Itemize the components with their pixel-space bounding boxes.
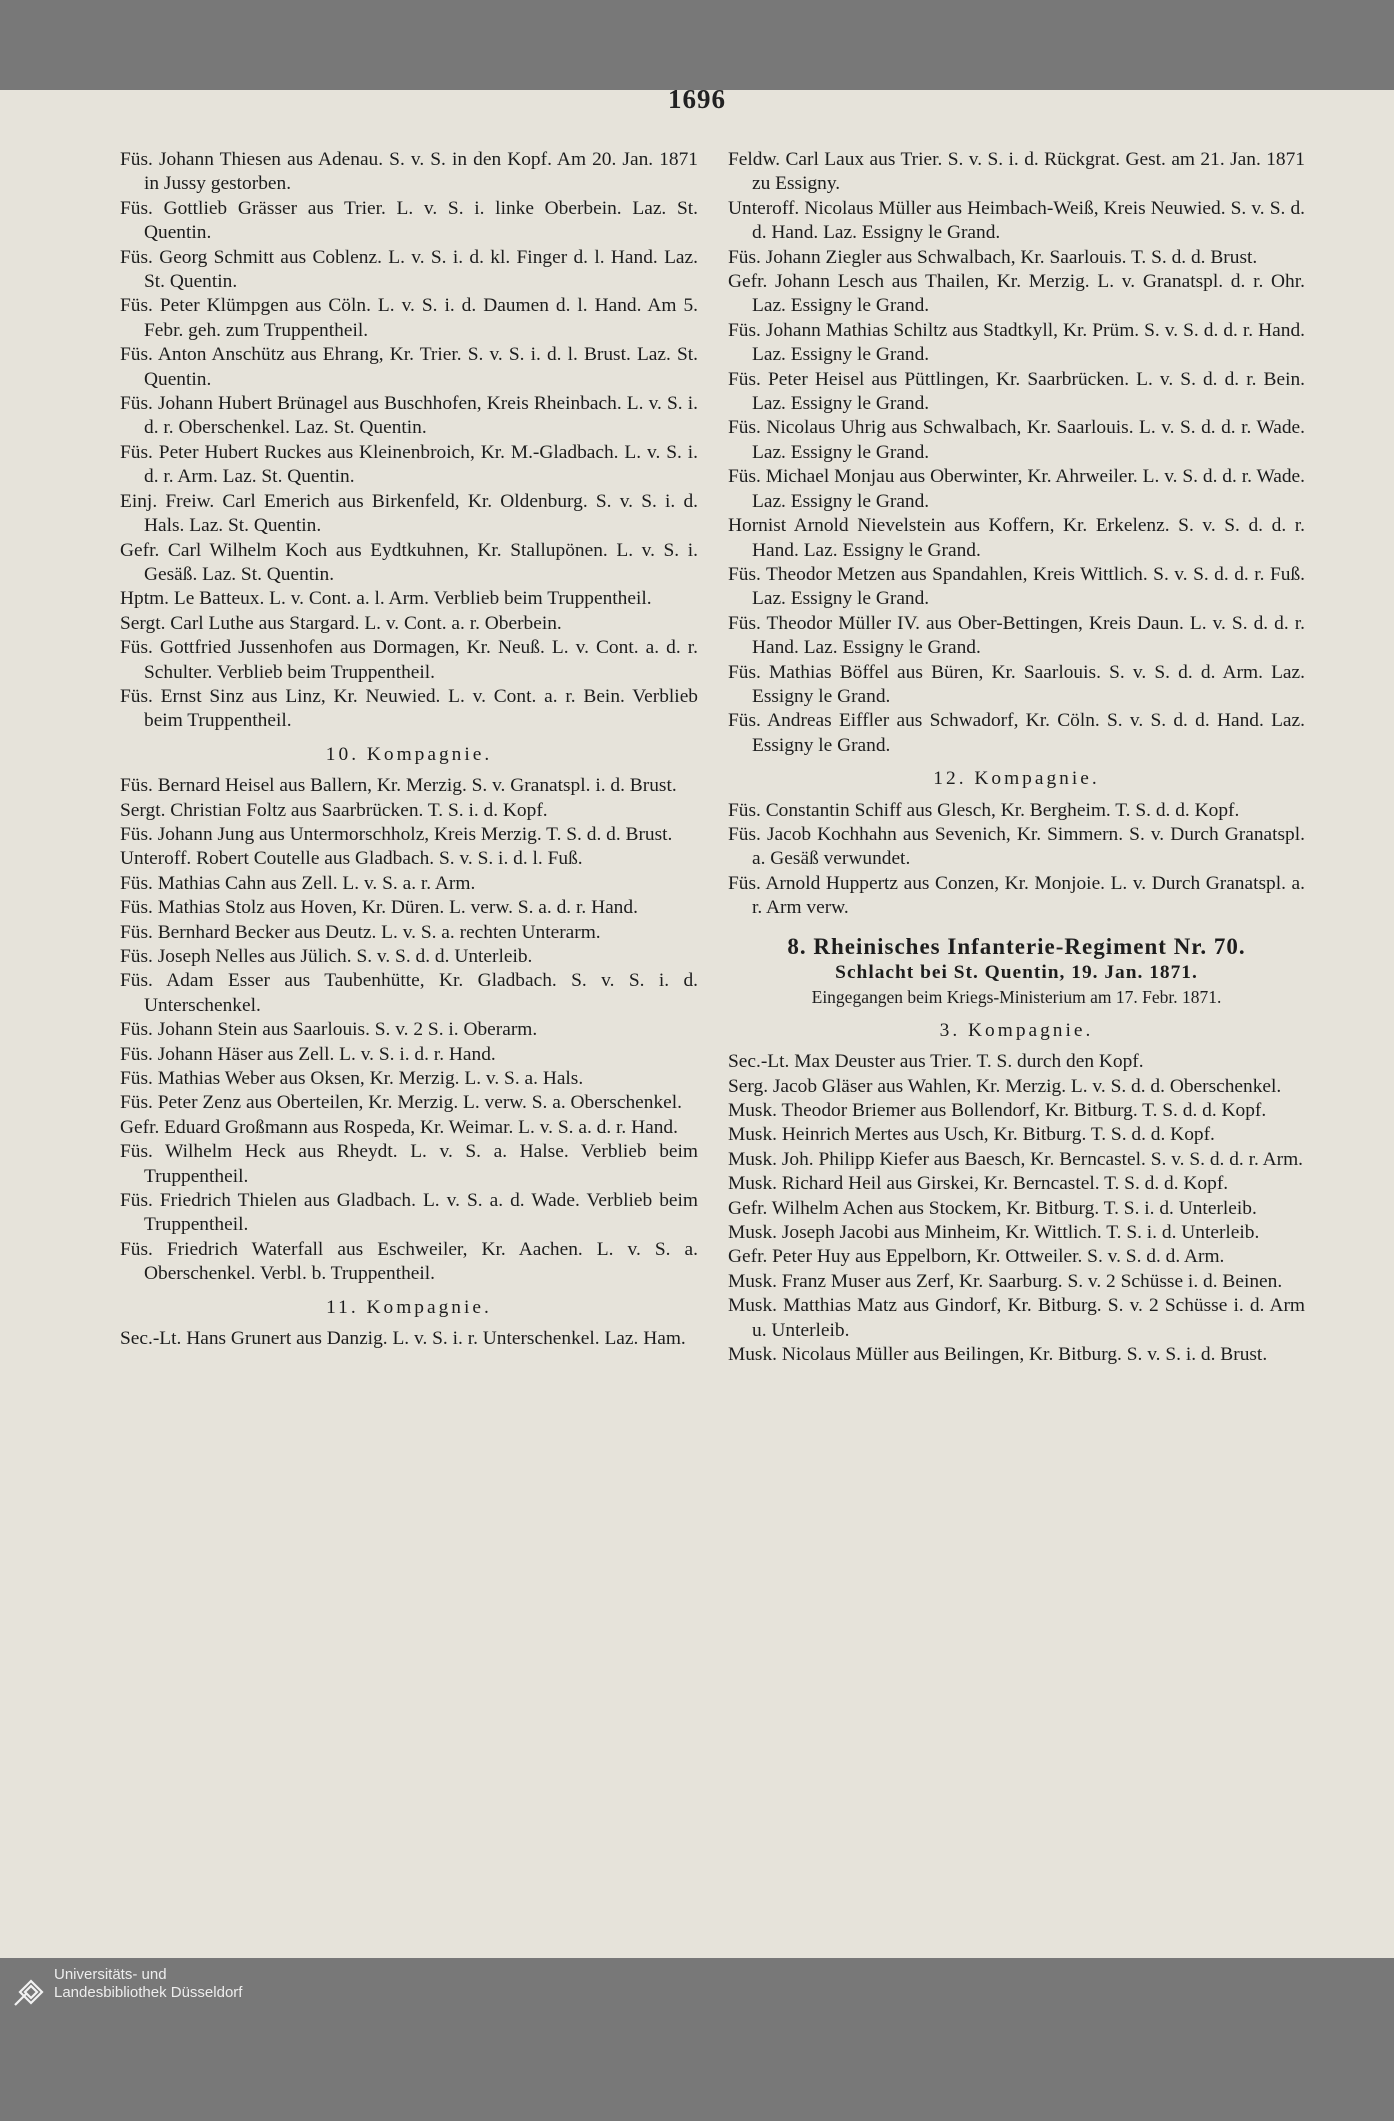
casualty-entry: Füs. Johann Thiesen aus Adenau. S. v. S. in den Kopf. Am 20. Jan. 1871 in Jussy gestorben. xyxy=(120,149,698,195)
library-name-line2: Landesbibliothek Düsseldorf xyxy=(54,1984,243,2001)
casualty-entry: Füs. Peter Heisel aus Püttlingen, Kr. Saarbrücken. L. v. S. d. d. r. Bein. Laz. Essigny le Grand. xyxy=(728,368,1305,415)
casualty-entry: Füs. Arnold Huppertz aus Conzen, Kr. Monjoie. L. v. Durch Granatspl. a. r. Arm verw. xyxy=(728,872,1305,919)
casualty-entry: Musk. Franz Muser aus Zerf, Kr. Saarburg. S. v. 2 Schüsse i. d. Beinen. xyxy=(728,1270,1283,1292)
library-name-line1: Universitäts- und xyxy=(54,1966,167,1983)
casualty-entry: Füs. Bernard Heisel aus Ballern, Kr. Merzig. S. v. Granatspl. i. d. Brust. xyxy=(120,775,677,797)
casualty-entry: Serg. Jacob Gläser aus Wahlen, Kr. Merzig. L. v. S. d. d. Oberschenkel. xyxy=(728,1075,1282,1097)
casualty-entry: Sergt. Carl Luthe aus Stargard. L. v. Cont. a. r. Oberbein. xyxy=(120,612,562,634)
casualty-entry: Füs. Ernst Sinz aus Linz, Kr. Neuwied. L. v. Cont. a. r. Bein. Verblieb beim Truppentheil. xyxy=(120,685,698,732)
casualty-entry: Füs. Theodor Metzen aus Spandahlen, Kreis Wittlich. S. v. S. d. d. r. Fuß. Laz. Essigny le Grand. xyxy=(728,563,1305,610)
casualty-entry: Musk. Richard Heil aus Girskei, Kr. Berncastel. T. S. d. d. Kopf. xyxy=(728,1173,1229,1195)
casualty-entry: Füs. Wilhelm Heck aus Rheydt. L. v. S. a. Halse. Verblieb beim Truppentheil. xyxy=(120,1141,698,1187)
casualty-entry: Füs. Friedrich Thielen aus Gladbach. L. v. S. a. d. Wade. Verblieb beim Truppentheil. xyxy=(120,1190,698,1236)
casualty-entry: Sec.-Lt. Hans Grunert aus Danzig. L. v. S. i. r. Unterschenkel. Laz. Ham. xyxy=(120,1328,686,1350)
right-column xyxy=(728,148,1305,1368)
casualty-entry: Feldw. Carl Laux aus Trier. S. v. S. i. d. Rückgrat. Gest. am 21. Jan. 1871 zu Essigny. xyxy=(728,149,1305,195)
library-credit xyxy=(54,1966,242,2002)
casualty-entry: Gefr. Peter Huy aus Eppelborn, Kr. Ottweiler. S. v. S. d. d. Arm. xyxy=(728,1246,1225,1268)
casualty-entry: Füs. Peter Klümpgen aus Cöln. L. v. S. i. d. Daumen d. l. Hand. Am 5. Febr. geh. zum Truppentheil. xyxy=(120,295,698,341)
casualty-entry: Füs. Peter Hubert Ruckes aus Kleinenbroich, Kr. M.-Gladbach. L. v. S. i. d. r. Arm. Laz. St. Quentin. xyxy=(120,441,698,488)
casualty-entry: Unteroff. Robert Coutelle aus Gladbach. S. v. S. i. d. l. Fuß. xyxy=(120,848,583,870)
casualty-entry: Füs. Nicolaus Uhrig aus Schwalbach, Kr. Saarlouis. L. v. S. d. d. r. Wade. Laz. Essigny le Grand. xyxy=(728,417,1305,463)
casualty-entry: Füs. Johann Mathias Schiltz aus Stadtkyll, Kr. Prüm. S. v. S. d. d. r. Hand. Laz. Essigny le Grand. xyxy=(728,319,1305,366)
casualty-entry: Musk. Joh. Philipp Kiefer aus Baesch, Kr. Berncastel. S. v. S. d. d. r. Arm. xyxy=(728,1148,1304,1170)
casualty-entry: Füs. Johann Jung aus Untermorschholz, Kreis Merzig. T. S. d. d. Brust. xyxy=(120,823,673,845)
casualty-entry: Füs. Anton Anschütz aus Ehrang, Kr. Trier. S. v. S. i. d. l. Brust. Laz. St. Quentin. xyxy=(120,344,698,390)
received-note: Eingegangen beim Kriegs-Ministerium am 17. Febr. 1871. xyxy=(811,987,1222,1008)
casualty-entry: Füs. Joseph Nelles aus Jülich. S. v. S. d. d. Unterleib. xyxy=(120,946,533,967)
casualty-entry: Füs. Johann Stein aus Saarlouis. S. v. 2 S. i. Oberarm. xyxy=(120,1019,538,1041)
company-heading: 10. Kompagnie. xyxy=(325,743,493,765)
casualty-entry: Füs. Mathias Weber aus Oksen, Kr. Merzig. L. v. S. a. Hals. xyxy=(120,1068,584,1090)
casualty-entry: Hptm. Le Batteux. L. v. Cont. a. l. Arm. Verblieb beim Truppentheil. xyxy=(120,588,652,610)
company-heading: 11. Kompagnie. xyxy=(326,1296,492,1318)
casualty-entry: Füs. Gottfried Jussenhofen aus Dormagen, Kr. Neuß. L. v. Cont. a. d. r. Schulter. Verblieb beim Truppentheil. xyxy=(120,637,698,683)
casualty-entry: Füs. Theodor Müller IV. aus Ober-Bettingen, Kreis Daun. L. v. S. d. d. r. Hand. Laz. Essigny le Grand. xyxy=(728,612,1305,659)
company-heading: 12. Kompagnie. xyxy=(933,768,1100,790)
casualty-entry: Sec.-Lt. Max Deuster aus Trier. T. S. durch den Kopf. xyxy=(728,1051,1144,1073)
casualty-entry: Hornist Arnold Nievelstein aus Koffern, Kr. Erkelenz. S. v. S. d. d. r. Hand. Laz. Essigny le Grand. xyxy=(728,515,1305,561)
casualty-entry: Füs. Johann Hubert Brünagel aus Buschhofen, Kreis Rheinbach. L. v. S. i. d. r. Oberschenkel. Laz. St. Quentin. xyxy=(120,393,698,439)
casualty-entry: Füs. Johann Häser aus Zell. L. v. S. i. d. r. Hand. xyxy=(120,1043,496,1065)
casualty-entry: Füs. Mathias Cahn aus Zell. L. v. S. a. r. Arm. xyxy=(120,872,476,894)
casualty-entry: Füs. Constantin Schiff aus Glesch, Kr. Bergheim. T. S. d. d. Kopf. xyxy=(728,799,1240,821)
casualty-entry: Füs. Andreas Eiffler aus Schwadorf, Kr. Cöln. S. v. S. d. d. Hand. Laz. Essigny le Grand. xyxy=(728,710,1305,756)
casualty-entry: Füs. Johann Ziegler aus Schwalbach, Kr. Saarlouis. T. S. d. d. Brust. xyxy=(728,246,1258,268)
casualty-entry: Gefr. Wilhelm Achen aus Stockem, Kr. Bitburg. T. S. i. d. Unterleib. xyxy=(728,1197,1257,1219)
casualty-entry: Musk. Theodor Briemer aus Bollendorf, Kr. Bitburg. T. S. d. d. Kopf. xyxy=(728,1100,1267,1122)
casualty-entry: Füs. Adam Esser aus Taubenhütte, Kr. Gladbach. S. v. S. i. d. Unterschenkel. xyxy=(120,970,698,1016)
casualty-entry: Füs. Peter Zenz aus Oberteilen, Kr. Merzig. L. verw. S. a. Oberschenkel. xyxy=(120,1092,682,1114)
casualty-entry: Füs. Gottlieb Grässer aus Trier. L. v. S. i. linke Oberbein. Laz. St. Quentin. xyxy=(120,197,698,244)
casualty-entry: Musk. Heinrich Mertes aus Usch, Kr. Bitburg. T. S. d. d. Kopf. xyxy=(728,1124,1215,1146)
battle-subheading: Schlacht bei St. Quentin, 19. Jan. 1871. xyxy=(835,962,1198,983)
left-column xyxy=(120,148,698,1352)
casualty-entry: Sergt. Christian Foltz aus Saarbrücken. T. S. i. d. Kopf. xyxy=(120,799,548,821)
casualty-entry: Gefr. Eduard Großmann aus Rospeda, Kr. Weimar. L. v. S. a. d. r. Hand. xyxy=(120,1116,678,1138)
casualty-entry: Füs. Bernhard Becker aus Deutz. L. v. S. a. rechten Unterarm. xyxy=(120,921,601,943)
casualty-entry: Musk. Matthias Matz aus Gindorf, Kr. Bitburg. S. v. 2 Schüsse i. d. Arm u. Unterleib. xyxy=(728,1295,1305,1341)
casualty-entry: Füs. Jacob Kochhahn aus Sevenich, Kr. Simmern. S. v. Durch Granatspl. a. Gesäß verwundet. xyxy=(728,823,1305,870)
casualty-entry: Füs. Friedrich Waterfall aus Eschweiler, Kr. Aachen. L. v. S. a. Oberschenkel. Verbl. b. Truppentheil. xyxy=(120,1238,698,1285)
company-heading: 3. Kompagnie. xyxy=(939,1019,1094,1041)
ulb-duesseldorf-logo-icon xyxy=(14,1972,48,2006)
casualty-entry: Gefr. Johann Lesch aus Thailen, Kr. Merzig. L. v. Granatspl. d. r. Ohr. Laz. Essigny le Grand. xyxy=(728,271,1305,317)
casualty-entry: Unteroff. Nicolaus Müller aus Heimbach-Weiß, Kreis Neuwied. S. v. S. d. d. Hand. Laz. Essigny le Grand. xyxy=(728,197,1305,244)
casualty-entry: Füs. Mathias Stolz aus Hoven, Kr. Düren. L. verw. S. a. d. r. Hand. xyxy=(120,897,638,919)
casualty-entry: Einj. Freiw. Carl Emerich aus Birkenfeld, Kr. Oldenburg. S. v. S. i. d. Hals. Laz. St. Quentin. xyxy=(120,490,698,537)
regiment-heading: 8. Rheinisches Infanterie-Regiment Nr. 70. xyxy=(787,933,1246,959)
casualty-entry: Gefr. Carl Wilhelm Koch aus Eydtkuhnen, Kr. Stallupönen. L. v. S. i. Gesäß. Laz. St. Quentin. xyxy=(120,539,698,585)
casualty-entry: Füs. Michael Monjau aus Oberwinter, Kr. Ahrweiler. L. v. S. d. d. r. Wade. Laz. Essigny le Grand. xyxy=(728,466,1305,512)
casualty-entry: Musk. Nicolaus Müller aus Beilingen, Kr. Bitburg. S. v. S. i. d. Brust. xyxy=(728,1344,1268,1366)
casualty-entry: Füs. Mathias Böffel aus Büren, Kr. Saarlouis. S. v. S. d. d. Arm. Laz. Essigny le Grand. xyxy=(728,661,1305,707)
casualty-entry: Füs. Georg Schmitt aus Coblenz. L. v. S. i. d. kl. Finger d. l. Hand. Laz. St. Quentin. xyxy=(120,246,698,293)
casualty-entry: Musk. Joseph Jacobi aus Minheim, Kr. Wittlich. T. S. i. d. Unterleib. xyxy=(728,1222,1260,1244)
page-number: 1696 xyxy=(668,84,726,114)
